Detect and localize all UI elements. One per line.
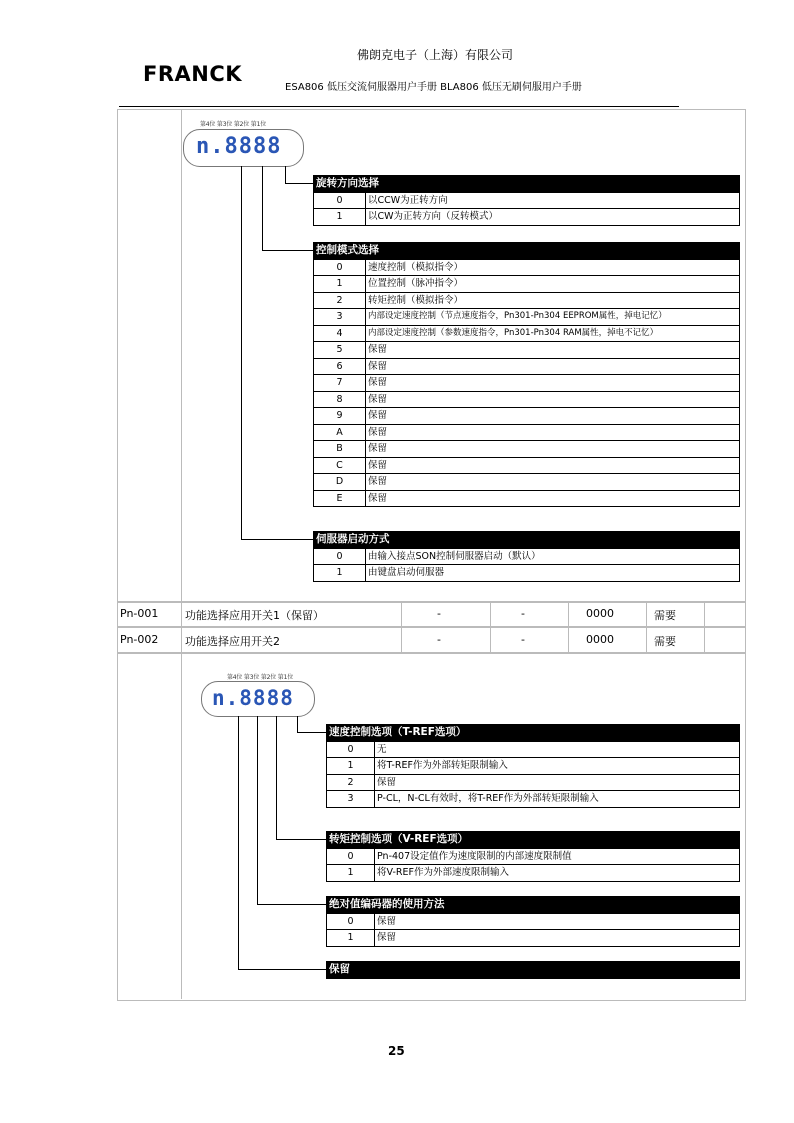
option-value: B [314, 441, 366, 458]
option-desc: 保留 [366, 375, 740, 392]
absolute-encoder-table [326, 896, 740, 947]
option-desc: 以CW为正转方向（反转模式） [366, 209, 740, 226]
option-desc: 保留 [366, 474, 740, 491]
option-desc: 位置控制（脉冲指令） [366, 276, 740, 293]
option-desc: 内部设定速度控制（参数速度指令，Pn301-Pn304 RAM属性，掉电不记忆） [366, 325, 740, 342]
option-desc: 以CCW为正转方向 [366, 192, 740, 209]
digit-position-labels: 第4位 第3位 第2位 第1位 [200, 121, 266, 128]
option-value: 1 [327, 865, 375, 882]
option-desc: 保留 [366, 342, 740, 359]
led-segments: n.8888 [212, 686, 294, 710]
param-col2: - [521, 607, 525, 620]
reserved-option-table [326, 961, 740, 979]
manual-subtitle: ESA806 低压交流伺服器用户手册 BLA806 低压无刷伺服用户手册 [285, 82, 582, 93]
option-desc: 保留 [366, 358, 740, 375]
option-value: 0 [327, 913, 375, 930]
option-value: 8 [314, 391, 366, 408]
param-col2: - [521, 633, 525, 646]
option-value: 1 [314, 565, 366, 582]
option-value: D [314, 474, 366, 491]
option-value: A [314, 424, 366, 441]
option-value: 1 [314, 209, 366, 226]
param-default: 0000 [586, 633, 614, 646]
option-title: 控制模式选择 [314, 243, 688, 260]
option-title: 保留 [327, 962, 688, 979]
connector-line [262, 250, 314, 251]
cell-divider [181, 626, 182, 652]
option-desc: 保留 [366, 441, 740, 458]
option-title: 绝对值编码器的使用方法 [327, 897, 688, 914]
option-value: 1 [314, 276, 366, 293]
option-desc: 内部设定速度控制（节点速度指令，Pn301-Pn304 EEPROM属性，掉电记忆） [366, 309, 740, 326]
option-value: 0 [314, 548, 366, 565]
cell-divider [490, 626, 491, 652]
connector-line [257, 904, 327, 905]
option-value: 7 [314, 375, 366, 392]
option-desc: 保留 [366, 424, 740, 441]
rotation-direction-table [313, 175, 740, 226]
param-need: 需要 [654, 635, 676, 648]
connector-line [241, 539, 314, 540]
option-desc: 速度控制（模拟指令） [366, 259, 740, 276]
param-col1: - [437, 633, 441, 646]
option-desc: 保留 [366, 457, 740, 474]
option-desc: 将T-REF作为外部转矩限制输入 [375, 758, 740, 775]
option-desc: 由输入接点SON控制伺服器启动（默认） [366, 548, 740, 565]
param-need: 需要 [654, 609, 676, 622]
option-value: 0 [314, 259, 366, 276]
control-mode-table [313, 242, 740, 507]
torque-control-option-table [326, 831, 740, 882]
speed-control-option-table [326, 724, 740, 808]
option-desc: 保留 [375, 774, 740, 791]
cell-divider [401, 626, 402, 652]
option-value: 0 [314, 192, 366, 209]
led-display-1 [183, 129, 304, 167]
table-divider [181, 652, 182, 999]
led-display-2 [201, 681, 315, 717]
cell-divider [646, 601, 647, 626]
connector-line [285, 166, 286, 183]
cell-divider [568, 626, 569, 652]
connector-line [257, 716, 258, 904]
table-divider [181, 109, 182, 601]
cell-divider [704, 601, 705, 626]
option-value: 5 [314, 342, 366, 359]
cell-divider [401, 601, 402, 626]
cell-divider [704, 626, 705, 652]
brand-logo-text: FRANCK [143, 62, 243, 86]
option-value: 0 [327, 741, 375, 758]
led-segments: n.8888 [196, 134, 282, 159]
option-desc: 保留 [375, 930, 740, 947]
connector-line [262, 166, 263, 250]
connector-line [238, 716, 239, 969]
option-value: 1 [327, 930, 375, 947]
option-value: 2 [327, 774, 375, 791]
param-default: 0000 [586, 607, 614, 620]
header-rule [119, 106, 679, 107]
option-title: 伺服器启动方式 [314, 532, 688, 549]
option-desc: 保留 [366, 408, 740, 425]
option-title: 速度控制选项（T-REF选项） [327, 725, 688, 742]
option-value: 3 [314, 309, 366, 326]
option-desc: 保留 [375, 913, 740, 930]
cell-divider [646, 626, 647, 652]
option-desc: P-CL，N-CL有效时，将T-REF作为外部转矩限制输入 [375, 791, 740, 808]
connector-line [276, 839, 327, 840]
param-name: 功能选择应用开关2 [185, 635, 280, 648]
param-code: Pn-002 [120, 633, 159, 646]
option-desc: 保留 [366, 490, 740, 507]
connector-line [297, 732, 327, 733]
cell-divider [490, 601, 491, 626]
connector-line [238, 969, 327, 970]
option-desc: Pn-407设定值作为速度限制的内部速度限制值 [375, 848, 740, 865]
page-number: 25 [388, 1044, 405, 1058]
option-value: C [314, 457, 366, 474]
param-code: Pn-001 [120, 607, 159, 620]
option-desc: 保留 [366, 391, 740, 408]
option-value: 4 [314, 325, 366, 342]
servo-start-table [313, 531, 740, 582]
option-value: 2 [314, 292, 366, 309]
connector-line [276, 716, 277, 839]
option-title: 转矩控制选项（V-REF选项） [327, 832, 688, 849]
cell-divider [181, 601, 182, 626]
option-desc: 由键盘启动伺服器 [366, 565, 740, 582]
option-value: E [314, 490, 366, 507]
connector-line [285, 183, 314, 184]
connector-line [297, 716, 298, 732]
option-value: 1 [327, 758, 375, 775]
company-name: 佛朗克电子（上海）有限公司 [357, 48, 514, 62]
option-value: 6 [314, 358, 366, 375]
option-value: 3 [327, 791, 375, 808]
option-value: 0 [327, 848, 375, 865]
param-col1: - [437, 607, 441, 620]
option-desc: 将V-REF作为外部速度限制输入 [375, 865, 740, 882]
option-title: 旋转方向选择 [314, 176, 688, 193]
option-desc: 无 [375, 741, 740, 758]
option-desc: 转矩控制（模拟指令） [366, 292, 740, 309]
cell-divider [568, 601, 569, 626]
connector-line [241, 166, 242, 539]
digit-position-labels: 第4位 第3位 第2位 第1位 [227, 674, 293, 681]
option-value: 9 [314, 408, 366, 425]
param-name: 功能选择应用开关1（保留） [185, 609, 324, 622]
